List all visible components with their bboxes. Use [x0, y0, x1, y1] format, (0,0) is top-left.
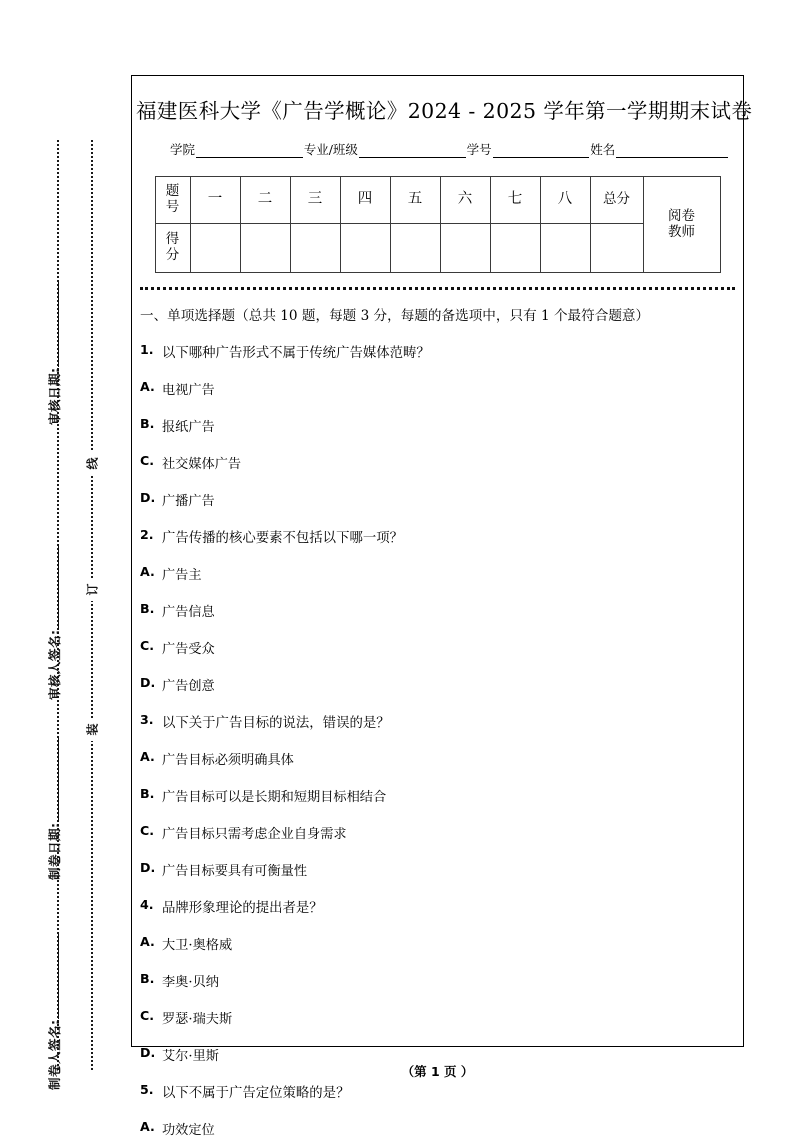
field-input-college[interactable]: [196, 144, 303, 158]
margin-label-review-date-text: 审核日期:: [47, 367, 62, 425]
option-text: 广告目标要具有可衡量性: [162, 864, 308, 879]
score-table-col-4: 四: [340, 177, 390, 224]
option-row[interactable]: [140, 601, 743, 620]
option-label: D.: [140, 675, 156, 690]
score-table: [155, 176, 721, 273]
score-table-col-7: 七: [490, 177, 540, 224]
field-input-major-class[interactable]: [359, 144, 466, 158]
option-label: B.: [140, 971, 155, 986]
margin-label-review-date: [45, 283, 63, 426]
question-text: 品牌形象理论的提出者是？: [162, 901, 323, 916]
option-text: 广告目标只需考虑企业自身需求: [162, 827, 347, 842]
option-text: 广告目标必须明确具体: [162, 753, 294, 768]
option-row[interactable]: [140, 416, 743, 435]
option-text: 广告信息: [162, 605, 215, 620]
margin-label-reviewer-signature-text: 审核人签名:: [47, 629, 62, 700]
question-stem: [140, 527, 743, 546]
option-text: 广告目标可以是长期和短期目标相结合: [162, 790, 387, 805]
rail-char-fold-text: 装: [85, 723, 100, 736]
score-cell-6[interactable]: [440, 224, 490, 273]
option-label: D.: [140, 860, 156, 875]
option-text: 大卫·奥格威: [162, 938, 233, 953]
option-row[interactable]: [140, 786, 743, 805]
option-row[interactable]: [140, 638, 743, 657]
question-stem: [140, 1082, 743, 1101]
option-label: D.: [140, 1045, 156, 1060]
option-row[interactable]: [140, 860, 743, 879]
margin-label-review-date-blank: [58, 283, 59, 368]
option-text: 李奥·贝纳: [162, 975, 219, 990]
field-label-name: 姓名: [590, 142, 616, 157]
field-input-student-id[interactable]: [493, 144, 590, 158]
option-row[interactable]: [140, 749, 743, 768]
field-input-name[interactable]: [616, 144, 728, 158]
margin-label-make-date: [45, 738, 63, 881]
option-text: 电视广告: [162, 383, 215, 398]
rail-char-line: [84, 452, 100, 475]
question-stem: [140, 712, 743, 731]
option-row[interactable]: [140, 564, 743, 583]
option-row[interactable]: [140, 675, 743, 694]
option-label: A.: [140, 749, 155, 764]
score-table-col-6: 六: [440, 177, 490, 224]
margin-label-reviewer-signature: [45, 545, 63, 701]
question-text: 广告传播的核心要素不包括以下哪一项？: [162, 531, 404, 546]
section-divider: [140, 287, 735, 290]
score-table-reviewer-label: 阅卷 教师: [643, 177, 720, 273]
score-cell-2[interactable]: [240, 224, 290, 273]
score-cell-5[interactable]: [390, 224, 440, 273]
question-stem: [140, 897, 743, 916]
option-label: A.: [140, 1119, 155, 1134]
rail-char-fold: [84, 718, 100, 741]
question-number: 1.: [140, 342, 154, 357]
option-row[interactable]: [140, 971, 743, 990]
score-cell-8[interactable]: [540, 224, 590, 273]
question-text: 以下哪种广告形式不属于传统广告媒体范畴？: [162, 346, 430, 361]
score-table-col-3: 三: [290, 177, 340, 224]
question-number: 4.: [140, 897, 154, 912]
margin-label-maker-signature-blank: [58, 935, 59, 1020]
option-text: 广播广告: [162, 494, 215, 509]
option-label: C.: [140, 453, 155, 468]
score-table-col-8: 八: [540, 177, 590, 224]
option-text: 广告受众: [162, 642, 215, 657]
score-cell-4[interactable]: [340, 224, 390, 273]
option-label: A.: [140, 934, 155, 949]
option-row[interactable]: [140, 934, 743, 953]
option-text: 社交媒体广告: [162, 457, 242, 472]
option-label: A.: [140, 379, 155, 394]
question-text: 以下不属于广告定位策略的是？: [162, 1086, 350, 1101]
score-cell-1[interactable]: [190, 224, 240, 273]
option-row[interactable]: [140, 379, 743, 398]
field-label-college: 学院: [170, 142, 196, 157]
margin-label-reviewer-signature-blank: [58, 545, 59, 630]
option-text: 艾尔·里斯: [162, 1049, 219, 1064]
student-info-line: [170, 140, 729, 158]
score-cell-total[interactable]: [590, 224, 643, 273]
score-table-header-score: 得 分: [155, 224, 190, 273]
option-row[interactable]: [140, 1008, 743, 1027]
question-stem: [140, 342, 743, 361]
option-label: D.: [140, 490, 156, 505]
option-label: B.: [140, 601, 155, 616]
option-text: 广告创意: [162, 679, 215, 694]
option-text: 报纸广告: [162, 420, 215, 435]
option-row[interactable]: [140, 490, 743, 509]
score-cell-3[interactable]: [290, 224, 340, 273]
option-row[interactable]: [140, 823, 743, 842]
score-cell-7[interactable]: [490, 224, 540, 273]
option-row[interactable]: [140, 453, 743, 472]
score-table-col-1: 一: [190, 177, 240, 224]
margin-label-make-date-text: 制卷日期:: [47, 822, 62, 880]
option-text: 罗瑟·瑞夫斯: [162, 1012, 233, 1027]
option-label: C.: [140, 1008, 155, 1023]
score-table-total-label: 总分: [590, 177, 643, 224]
option-label: C.: [140, 638, 155, 653]
score-table-row-scores: [155, 224, 720, 273]
question-number: 5.: [140, 1082, 154, 1097]
margin-label-maker-signature-text: 制卷人签名:: [47, 1019, 62, 1090]
option-text: 功效定位: [162, 1123, 215, 1138]
page-title: 福建医科大学《广告学概论》2024 - 2025 学年第一学期期末试卷: [136, 99, 753, 123]
score-table-col-5: 五: [390, 177, 440, 224]
score-table-col-2: 二: [240, 177, 290, 224]
option-text: 广告主: [162, 568, 202, 583]
field-label-major-class: 专业/班级: [303, 142, 358, 157]
score-table-header-question-no: 题 号: [155, 177, 190, 224]
margin-label-maker-signature: [45, 935, 63, 1091]
field-label-student-id: 学号: [466, 142, 492, 157]
rail-char-bind-text: 订: [85, 583, 100, 596]
option-label: A.: [140, 564, 155, 579]
question-text: 以下关于广告目标的说法，错误的是？: [162, 716, 390, 731]
binding-rail-inner: [91, 140, 93, 1070]
rail-char-bind: [84, 578, 100, 601]
left-margin: [0, 0, 120, 1122]
option-label: C.: [140, 823, 155, 838]
option-label: B.: [140, 416, 155, 431]
question-number: 3.: [140, 712, 154, 727]
question-number: 2.: [140, 527, 154, 542]
margin-label-make-date-blank: [58, 738, 59, 823]
section-heading: 一、单项选择题（总共 10 题，每题 3 分，每题的备选项中，只有 1 个最符合题意）: [140, 308, 650, 324]
rail-char-line-text: 线: [85, 457, 100, 470]
page-footer: （第 1 页 ）: [401, 1064, 474, 1079]
score-table-row-questions: [155, 177, 720, 224]
option-label: B.: [140, 786, 155, 801]
question-body: [138, 304, 743, 1138]
